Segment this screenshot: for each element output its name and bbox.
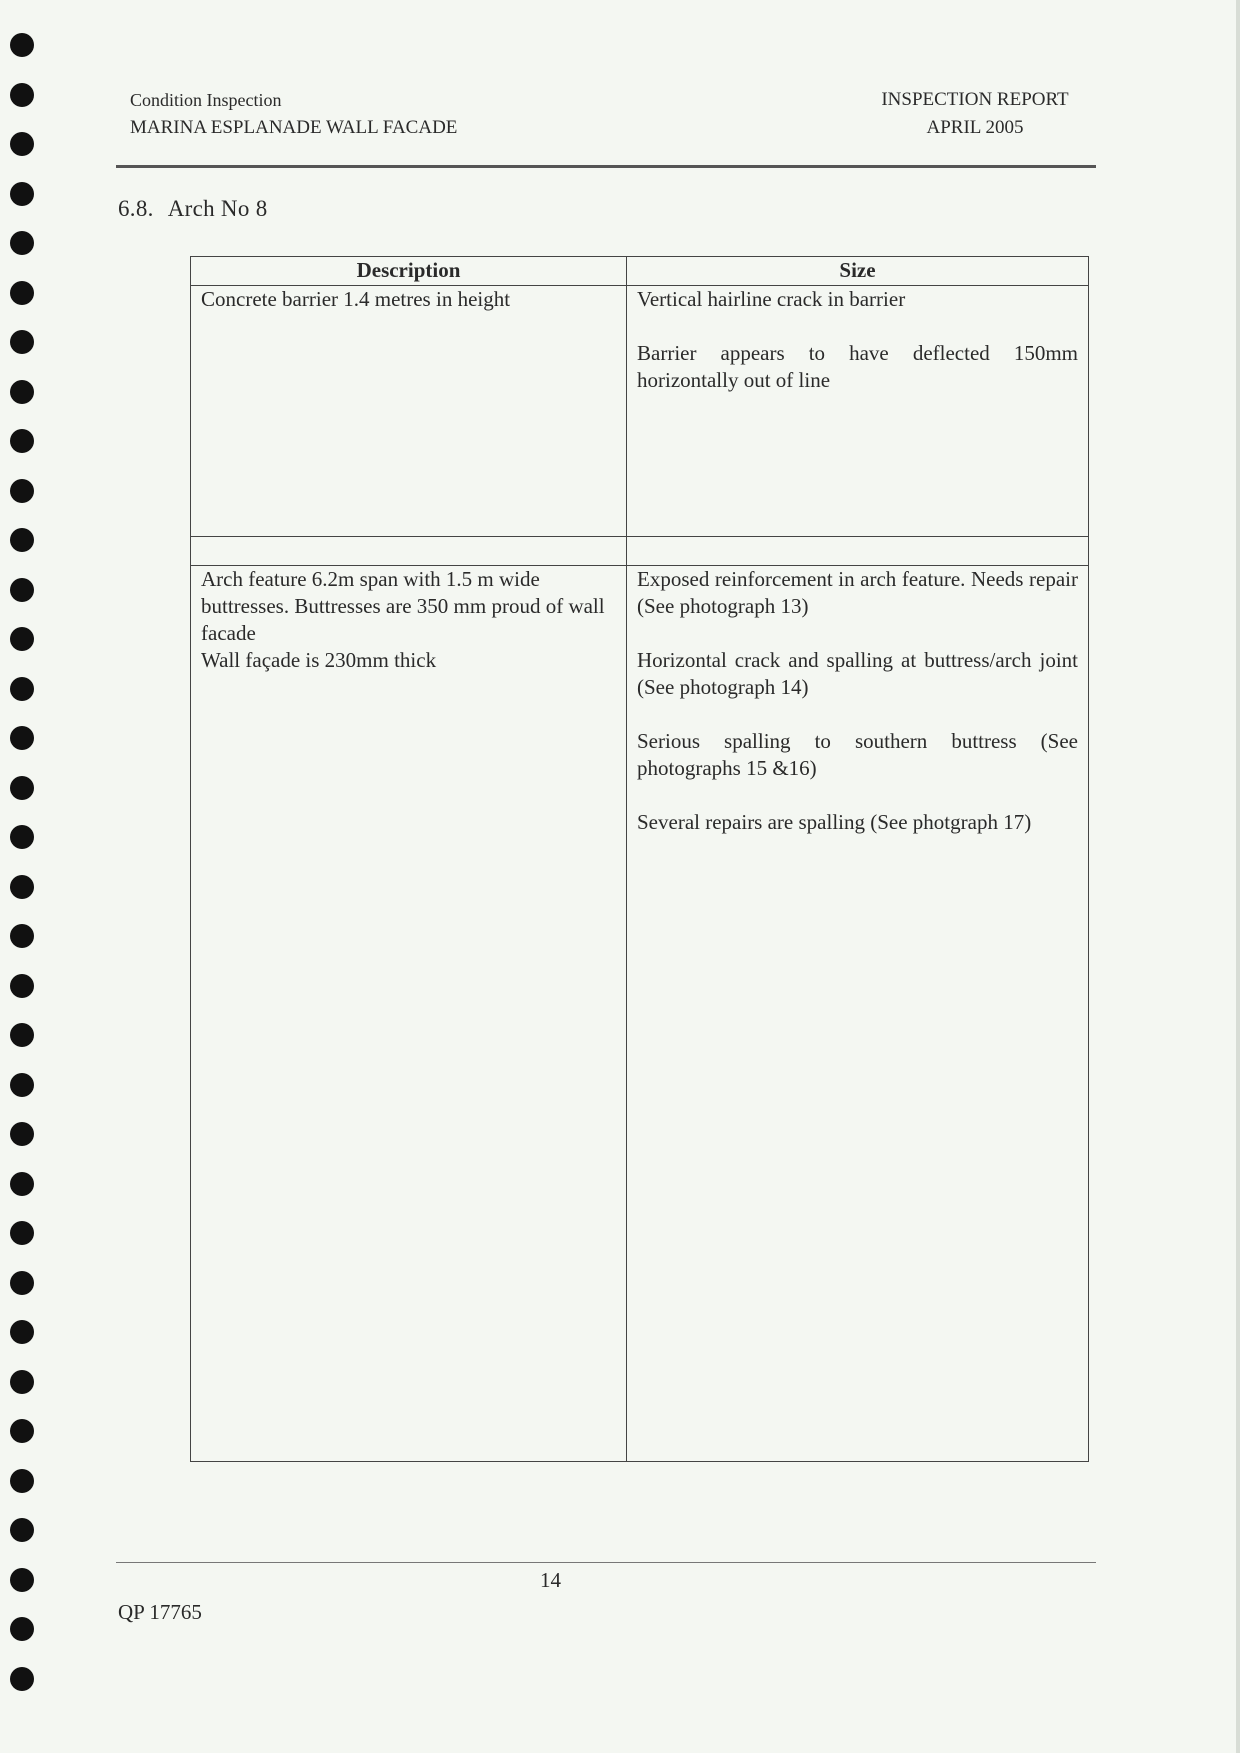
binder-hole [10,1122,34,1146]
table-header-row [191,257,1089,286]
page-edge [1236,0,1240,1753]
section-number: 6.8. [118,196,154,221]
binder-hole [10,1172,34,1196]
binder-hole [10,627,34,651]
header-left [130,86,457,142]
description-text: Concrete barrier 1.4 metres in height [201,287,511,311]
description-text: Wall façade is 230mm thick [201,648,437,672]
section-heading [118,196,268,222]
binder-hole [10,83,34,107]
binder-hole [10,479,34,503]
description-text: Arch feature 6.2m span with 1.5 m wide buttresses. Buttresses are 350 mm proud of wall facade [201,567,605,645]
size-text: Horizontal crack and spalling at buttress/arch joint (See photograph 14) [637,648,1078,699]
inspection-table [190,256,1089,1462]
description-cell [191,566,627,1462]
binder-hole [10,1419,34,1443]
binder-hole [10,825,34,849]
header-report-type: INSPECTION REPORT [881,89,1069,110]
binder-hole [10,1469,34,1493]
description-cell [191,286,627,537]
binder-hole [10,776,34,800]
binder-hole [10,875,34,899]
header-project-title: MARINA ESPLANADE WALL FACADE [130,117,458,138]
binder-hole [10,1320,34,1344]
binder-hole [10,528,34,552]
binder-hole [10,1617,34,1641]
header-right [860,86,1090,142]
column-header-description: Description [191,257,627,286]
binder-hole [10,1518,34,1542]
binder-hole [10,1023,34,1047]
binder-hole [10,330,34,354]
binder-hole [10,1667,34,1691]
binder-hole [10,1221,34,1245]
binder-hole [10,281,34,305]
binder-hole [10,677,34,701]
column-header-size: Size [627,257,1089,286]
size-text: Exposed reinforcement in arch feature. Needs repair (See photograph 13) [637,567,1078,618]
size-text: Barrier appears to have deflected 150mm horizontally out of line [637,341,1078,392]
empty-cell [191,537,627,566]
binder-hole [10,1370,34,1394]
binder-hole [10,974,34,998]
header-subtitle: Condition Inspection [130,90,282,110]
binder-holes [0,0,40,1753]
section-title: Arch No 8 [167,196,268,221]
binder-hole [10,924,34,948]
binder-hole [10,132,34,156]
page-number: 14 [540,1568,561,1592]
empty-cell [627,537,1089,566]
header-report-date: APRIL 2005 [926,117,1024,138]
footer-divider [116,1562,1096,1563]
binder-hole [10,182,34,206]
size-text: Serious spalling to southern buttress (See photographs 15 &16) [637,729,1078,780]
size-cell [627,566,1089,1462]
binder-hole [10,1568,34,1592]
binder-hole [10,380,34,404]
size-cell [627,286,1089,537]
size-text: Several repairs are spalling (See photgraph 17) [637,810,1032,834]
table-row-empty [191,537,1089,566]
document-code: QP 17765 [118,1600,202,1624]
binder-hole [10,33,34,57]
header-divider [116,165,1096,168]
binder-hole [10,231,34,255]
binder-hole [10,1073,34,1097]
table-row [191,286,1089,537]
binder-hole [10,1271,34,1295]
binder-hole [10,578,34,602]
table-row [191,566,1089,1462]
binder-hole [10,429,34,453]
binder-hole [10,726,34,750]
size-text: Vertical hairline crack in barrier [637,287,906,311]
